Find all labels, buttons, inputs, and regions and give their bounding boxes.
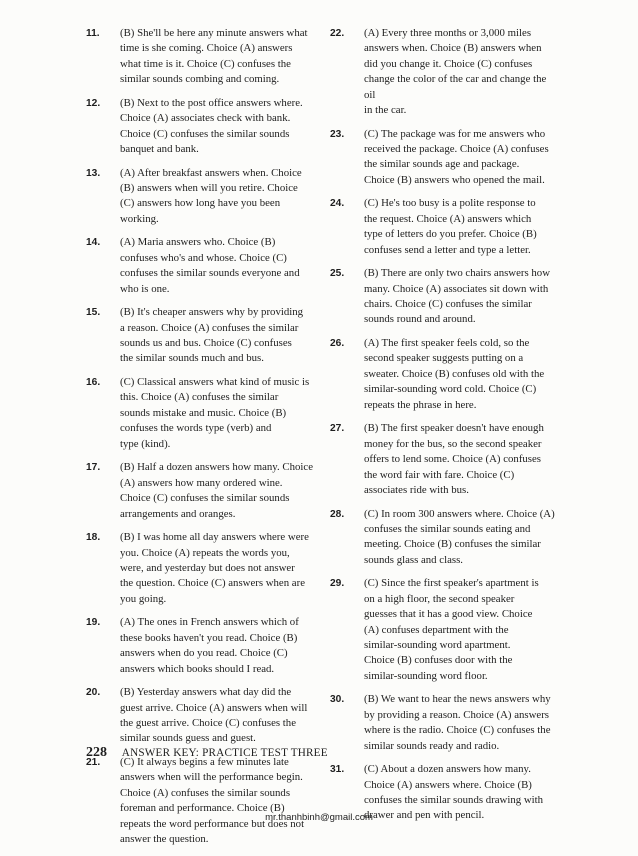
answer-explanation: (B) There are only two chairs answers how many. Choice (A) associates sit down with chairs. Choice (C) confuses the similar sounds round and around.	[364, 267, 550, 326]
answer-entry	[86, 96, 324, 158]
answer-explanation: (A) Maria answers who. Choice (B) confuses who's and whose. Choice (C) confuses the similar sounds everyone and who is one.	[120, 236, 300, 295]
answer-explanation: (C) He's too busy is a polite response to the request. Choice (A) answers which type of letters do you prefer. Choice (B) confuses send a letter and type a letter.	[364, 197, 537, 256]
answer-entry	[330, 336, 560, 413]
answer-explanation: (B) Yesterday answers what day did the guest arrive. Choice (A) answers when will the guest arrive. Choice (C) confuses the similar sounds guess and guest.	[120, 686, 308, 745]
answer-explanation: (C) About a dozen answers how many. Choice (A) answers where. Choice (B) confuses the similar sounds drawing with drawer and pen with pencil.	[364, 763, 544, 822]
answer-entry	[330, 127, 560, 189]
right-column	[330, 26, 560, 832]
question-number: 24.	[330, 198, 345, 210]
answer-entry	[86, 685, 324, 747]
answer-entry	[86, 755, 324, 847]
answer-entry	[86, 615, 324, 677]
answer-explanation: (A) After breakfast answers when. Choice (B) answers when will you retire. Choice (C) answers how long have you been working.	[120, 166, 302, 225]
question-number: 25.	[330, 268, 345, 280]
question-number: 16.	[86, 377, 101, 389]
answer-entry	[330, 507, 560, 569]
footer-title: ANSWER KEY: PRACTICE TEST THREE	[121, 747, 328, 759]
answer-entry	[86, 375, 324, 452]
answer-explanation: (C) The package was for me answers who received the package. Choice (A) confuses the similar sounds age and package. Choice (B) answers who opened the mail.	[364, 127, 549, 186]
question-number: 19.	[86, 617, 101, 629]
answer-explanation: (A) The ones in French answers which of these books haven't you read. Choice (B) answers when do you read. Choice (C) answers which books should I read.	[120, 616, 299, 675]
answer-explanation: (C) In room 300 answers where. Choice (A) confuses the similar sounds eating and meeting. Choice (B) confuses the similar sounds glass and class.	[364, 507, 555, 566]
question-number: 26.	[330, 338, 345, 350]
question-number: 18.	[86, 532, 101, 544]
answer-entry	[86, 26, 324, 88]
answer-explanation: (B) The first speaker doesn't have enough money for the bus, so the second speaker offers to lend some. Choice (A) confuses the word fair with fare. Choice (C) associates ride with bus.	[364, 422, 544, 496]
question-number: 28.	[330, 508, 345, 520]
answer-explanation: (B) We want to hear the news answers why by providing a reason. Choice (A) answers where is the radio. Choice (C) confuses the similar sounds ready and radio.	[364, 693, 551, 752]
question-number: 12.	[86, 97, 101, 109]
answer-explanation: (C) It always begins a few minutes late answers when will the performance begin. Choice (A) confuses the similar sounds foreman and performance. Choice (B) repeats the word performance but does not answer the question.	[120, 755, 305, 845]
answer-explanation: (B) It's cheaper answers why by providing a reason. Choice (A) confuses the similar sounds us and bus. Choice (C) confuses the similar sounds much and bus.	[120, 306, 304, 365]
answer-explanation: (C) Since the first speaker's apartment is on a high floor, the second speaker guesses that it has a good view. Choice (A) confuses department with the similar-sounding word apartment. Choice (B) confuses door with the similar-sounding word floor.	[364, 577, 539, 682]
answer-explanation: (B) She'll be here any minute answers what time is she coming. Choice (A) answers what time is it. Choice (C) confuses the similar sounds combing and coming.	[120, 27, 308, 86]
question-number: 15.	[86, 307, 101, 319]
question-number: 29.	[330, 578, 345, 590]
left-column	[86, 26, 324, 856]
answer-entry	[330, 692, 560, 754]
page-footer	[86, 745, 328, 761]
answer-entry	[86, 305, 324, 367]
answer-explanation: (B) Next to the post office answers where. Choice (A) associates check with bank. Choice (C) confuses the similar sounds banquet and bank.	[120, 96, 303, 156]
question-number: 30.	[330, 694, 345, 706]
question-number: 31.	[330, 764, 345, 776]
answer-explanation: (B) Half a dozen answers how many. Choice (A) answers how many ordered wine. Choice (C) confuses the similar sounds arrangements and oranges.	[120, 461, 313, 520]
question-number: 20.	[86, 687, 101, 699]
answer-entry	[330, 266, 560, 328]
answer-entry	[330, 26, 560, 118]
answer-entry	[86, 166, 324, 228]
answer-entry	[86, 460, 324, 522]
answer-entry	[330, 576, 560, 684]
question-number: 13.	[86, 167, 101, 179]
answer-explanation: (B) I was home all day answers where were you. Choice (A) repeats the words you, were, and yesterday but does not answer the question. Choice (C) answers when are you going.	[120, 531, 309, 605]
answer-explanation: (A) Every three months or 3,000 miles answers when. Choice (B) answers when did you change it. Choice (C) confuses change the color of the car and change the oil in the car.	[364, 27, 547, 117]
question-number: 21.	[86, 756, 101, 768]
answer-explanation: (A) The first speaker feels cold, so the second speaker suggests putting on a sweater. Choice (B) confuses old with the similar-sounding word cold. Choice (C) repeats the phrase in here.	[364, 337, 545, 411]
question-number: 23.	[330, 128, 345, 140]
email-watermark: mr.thanhbinh@gmail.com	[265, 812, 373, 823]
question-number: 14.	[86, 237, 101, 249]
answer-entry	[86, 530, 324, 607]
page-number: 228	[86, 745, 107, 760]
question-number: 11.	[86, 28, 100, 39]
question-number: 22.	[330, 28, 345, 39]
answer-entry	[86, 235, 324, 297]
answer-explanation: (C) Classical answers what kind of music is this. Choice (A) confuses the similar sounds mistake and music. Choice (B) confuses the words type (verb) and type (kind).	[120, 376, 310, 450]
question-number: 27.	[330, 423, 345, 435]
answer-entry	[330, 421, 560, 498]
answer-entry	[330, 196, 560, 258]
question-number: 17.	[86, 462, 101, 474]
